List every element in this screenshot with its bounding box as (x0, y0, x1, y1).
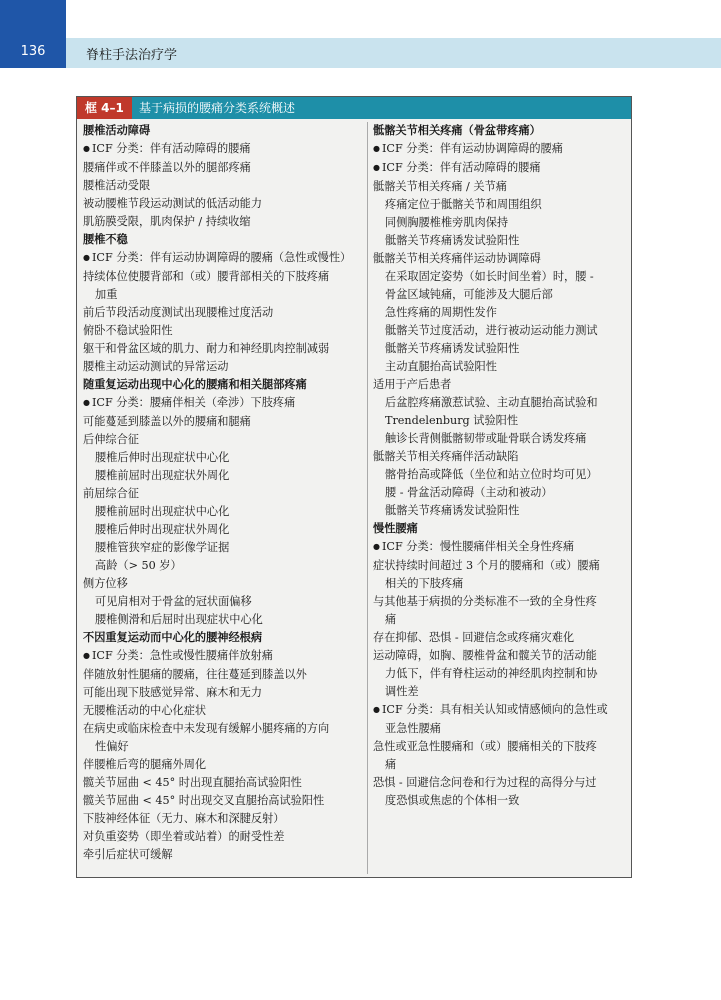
box-label: 框 4–1 (77, 97, 132, 119)
list-item: 主动直腿抬高试验阳性 (385, 360, 497, 373)
list-item: 触诊长背侧骶髂韧带或耻骨联合诱发疼痛 (385, 432, 587, 445)
list-item: 髋关节屈曲 < 45° 时出现交叉直腿抬高试验阳性 (83, 794, 325, 807)
list-item: ● ICF 分类：伴有运动协调障碍的腰痛 (373, 140, 627, 159)
list-item: 骶髂关节相关疼痛 / 关节痛 (373, 180, 507, 193)
list-item: 被动腰椎节段运动测试的低活动能力 (83, 197, 263, 210)
section-heading: 腰椎活动障碍 (83, 124, 151, 137)
list-item: 对负重姿势（即坐着或站着）的耐受性差 (83, 830, 285, 843)
list-item: 腰 - 骨盆活动障碍（主动和被动） (385, 486, 553, 499)
section-heading: 骶髂关节相关疼痛（骨盆带疼痛） (373, 124, 541, 137)
section-heading: 随重复运动出现中心化的腰痛和相关腿部疼痛 (83, 378, 307, 391)
list-item: 亚急性腰痛 (385, 722, 441, 735)
list-item: 前后节段活动度测试出现腰椎过度活动 (83, 306, 274, 319)
list-item: 相关的下肢疼痛 (385, 577, 464, 590)
list-item: 腰椎管狭窄症的影像学证据 (95, 541, 230, 554)
list-item: 侧方位移 (83, 577, 128, 590)
section-heading: 慢性腰痛 (373, 522, 418, 535)
section-heading: 不因重复运动而中心化的腰神经根病 (83, 631, 263, 644)
list-item: 伴腰椎后弯的腿痛外周化 (83, 758, 207, 771)
list-item: ● ICF 分类：慢性腰痛伴相关全身性疼痛 (373, 538, 627, 557)
list-item: 症状持续时间超过 3 个月的腰痛和（或）腰痛 (373, 559, 600, 572)
list-item: 躯干和骨盆区域的肌力、耐力和神经肌肉控制减弱 (83, 342, 330, 355)
list-item: 运动障碍，如胸、腰椎骨盆和髋关节的活动能 (373, 649, 597, 662)
list-item: 髂骨抬高或降低（坐位和站立位时均可见） (385, 468, 598, 481)
list-item: 牵引后症状可缓解 (83, 848, 173, 861)
left-column (83, 122, 365, 864)
list-item: 腰痛伴或不伴膝盖以外的腿部疼痛 (83, 161, 251, 174)
list-item: 前屈综合征 (83, 487, 139, 500)
list-item: 腰椎活动受限 (83, 179, 151, 192)
list-item: 骶髂关节相关疼痛伴运动协调障碍 (373, 252, 541, 265)
page-header (0, 0, 721, 68)
list-item: ● ICF 分类：伴有活动障碍的腰痛 (83, 140, 365, 159)
list-item: 骶髂关节过度活动，进行被动运动能力测试 (385, 324, 598, 337)
list-item: 可能蔓延到膝盖以外的腰痛和腿痛 (83, 415, 251, 428)
list-item: ● ICF 分类：伴有运动协调障碍的腰痛（急性或慢性） (83, 249, 365, 268)
list-item: 恐惧 - 回避信念问卷和行为过程的高得分与过 (373, 776, 597, 789)
section-heading: 腰椎不稳 (83, 233, 128, 246)
list-item: 度恐惧或焦虑的个体相一致 (385, 794, 520, 807)
list-item: Trendelenburg 试验阳性 (385, 414, 519, 427)
book-title: 脊柱手法治疗学 (86, 48, 178, 63)
list-item: 后伸综合征 (83, 433, 139, 446)
list-item: 腰椎侧滑和后屈时出现症状中心化 (95, 613, 263, 626)
list-item: 骶髂关节疼痛诱发试验阳性 (385, 504, 520, 517)
list-item: 腰椎主动运动测试的异常运动 (83, 360, 229, 373)
box-caption: 基于病损的腰痛分类系统概述 (139, 101, 296, 115)
list-item: ● ICF 分类：急性或慢性腰痛伴放射痛 (83, 647, 365, 666)
list-item: 肌筋膜受限，肌肉保护 / 持续收缩 (83, 215, 251, 228)
list-item: 痛 (385, 613, 397, 626)
info-box (76, 96, 632, 878)
list-item: 下肢神经体征（无力、麻木和深腱反射） (83, 812, 285, 825)
list-item: 急性或亚急性腰痛和（或）腰痛相关的下肢疼 (373, 740, 597, 753)
list-item: 力低下，伴有脊柱运动的神经肌肉控制和协 (385, 667, 598, 680)
list-item: 适用于产后患者 (373, 378, 452, 391)
list-item: 骶髂关节相关疼痛伴活动缺陷 (373, 450, 519, 463)
list-item: 腰椎前屈时出现症状外周化 (95, 469, 230, 482)
list-item: 骨盆区域钝痛，可能涉及大腿后部 (385, 288, 553, 301)
list-item: 痛 (385, 758, 397, 771)
list-item: 急性疼痛的周期性发作 (385, 306, 497, 319)
list-item: ● ICF 分类：伴有活动障碍的腰痛 (373, 159, 627, 178)
box-title-bar (77, 97, 631, 119)
list-item: 腰椎前屈时出现症状中心化 (95, 505, 230, 518)
list-item: 在病史或临床检查中未发现有缓解小腿疼痛的方向 (83, 722, 330, 735)
list-item: 后盆腔疼痛激惹试验、主动直腿抬高试验和 (385, 396, 598, 409)
page-number: 136 (20, 44, 46, 59)
list-item: 可见肩相对于骨盆的冠状面偏移 (95, 595, 252, 608)
list-item: 疼痛定位于骶髂关节和周围组织 (385, 198, 542, 211)
list-item: 无腰椎活动的中心化症状 (83, 704, 207, 717)
list-item: 性偏好 (95, 740, 129, 753)
list-item: 调性差 (385, 685, 419, 698)
list-item: ● ICF 分类：腰痛伴相关（牵涉）下肢疼痛 (83, 394, 365, 413)
list-item: 俯卧不稳试验阳性 (83, 324, 173, 337)
list-item: 在采取固定姿势（如长时间坐着）时，腰 - (385, 270, 594, 283)
column-divider (367, 122, 368, 874)
list-item: 存在抑郁、恐惧 - 回避信念或疼痛灾难化 (373, 631, 575, 644)
list-item: 持续体位使腰背部和（或）腰背部相关的下肢疼痛 (83, 270, 330, 283)
right-column (373, 122, 627, 810)
list-item: 腰椎后伸时出现症状中心化 (95, 451, 230, 464)
list-item: 加重 (95, 288, 118, 301)
list-item: 可能出现下肢感觉异常、麻木和无力 (83, 686, 263, 699)
list-item: 高龄（> 50 岁） (95, 559, 182, 572)
list-item: ● ICF 分类：具有相关认知或情感倾向的急性或 (373, 701, 627, 720)
list-item: 同侧胸腰椎椎旁肌肉保持 (385, 216, 509, 229)
list-item: 伴随放射性腿痛的腰痛，往往蔓延到膝盖以外 (83, 668, 307, 681)
list-item: 腰椎后伸时出现症状外周化 (95, 523, 230, 536)
list-item: 与其他基于病损的分类标准不一致的全身性疼 (373, 595, 597, 608)
list-item: 髋关节屈曲 < 45° 时出现直腿抬高试验阳性 (83, 776, 302, 789)
list-item: 骶髂关节疼痛诱发试验阳性 (385, 342, 520, 355)
list-item: 骶髂关节疼痛诱发试验阳性 (385, 234, 520, 247)
